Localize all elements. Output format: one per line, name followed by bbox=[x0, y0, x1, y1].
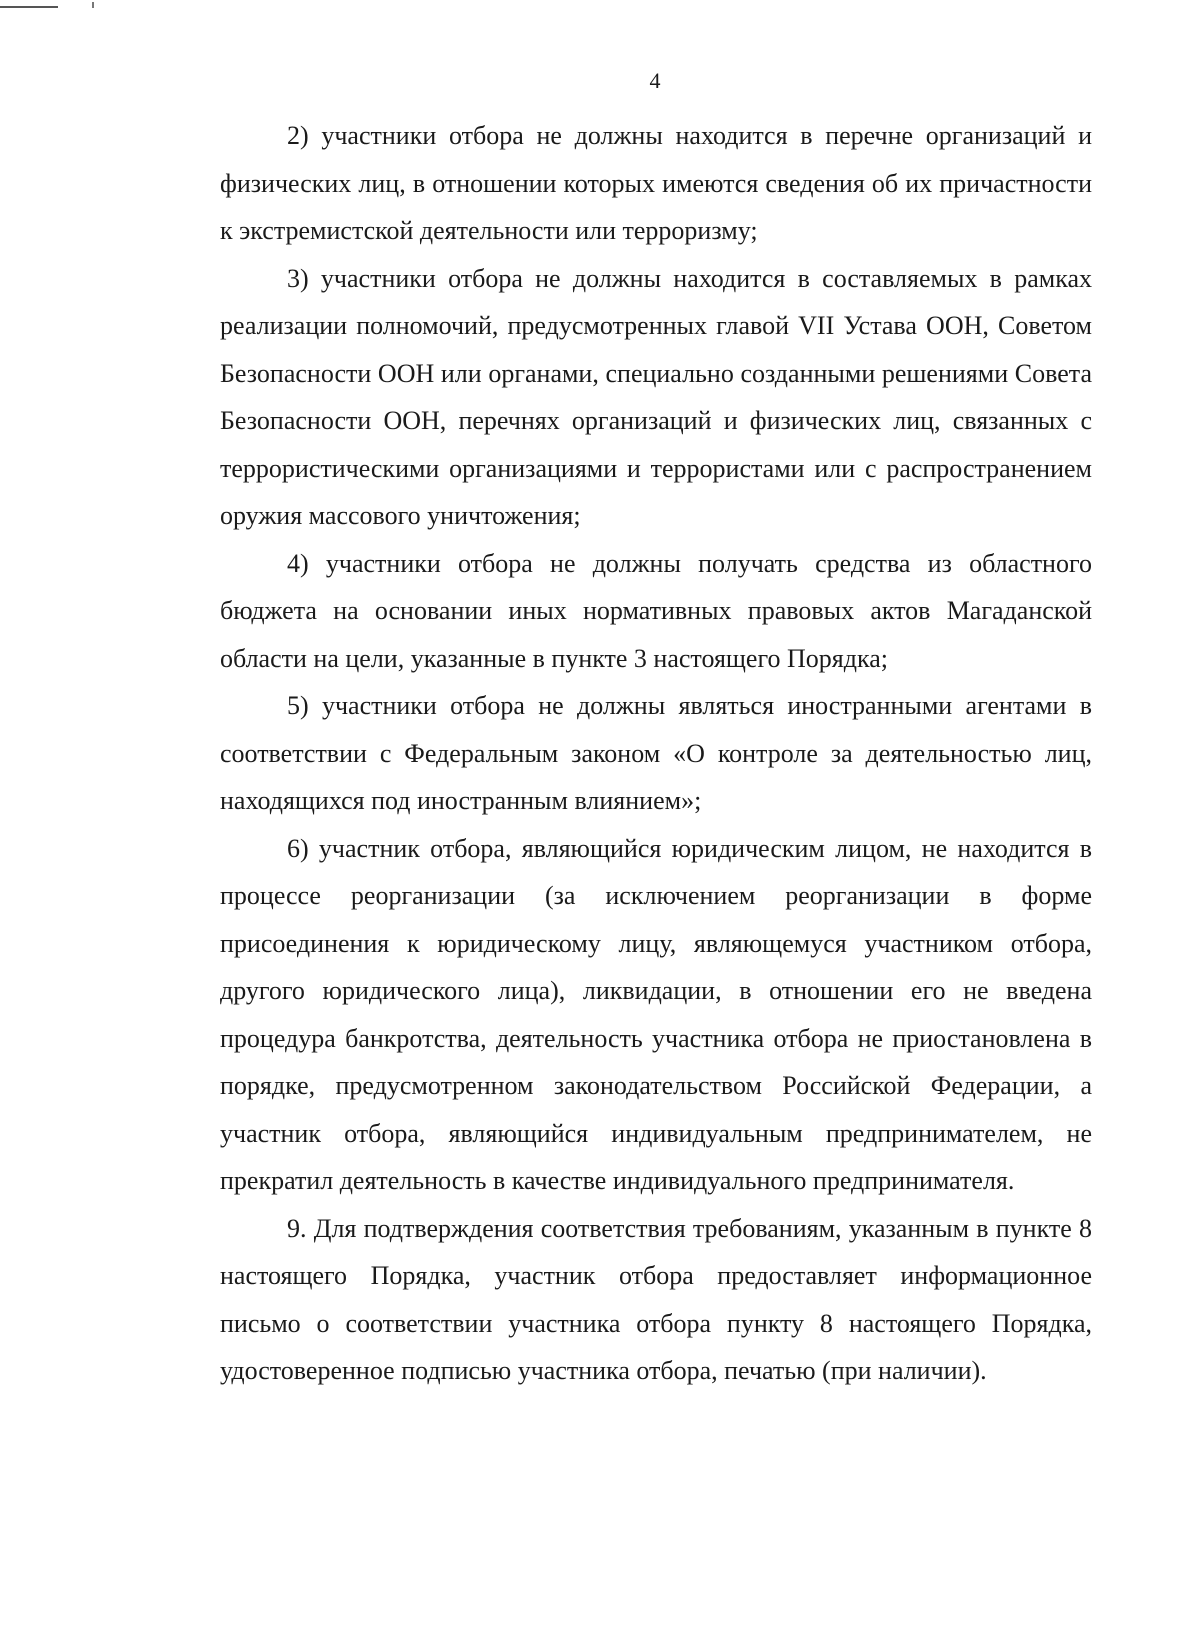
document-body bbox=[220, 112, 1092, 1395]
paragraph-item-6: 6) участник отбора, являющийся юридическим лицом, не находится в процессе реорганизации (за исключением реорганизации в форме присоединения к юридическому лицу, являющемуся участником отбора, другого юридического лица), ликвидации, в отношении его не введена процедура банкротства, деятельность участника отбора не приостановлена в порядке, предусмотренном законодательством Российской Федерации, а участник отбора, являющийся индивидуальным предпринимателем, не прекратил деятельность в качестве индивидуального предпринимателя. bbox=[220, 833, 1092, 1195]
paragraph-clause-9: 9. Для подтверждения соответствия требованиям, указанным в пункте 8 настоящего Порядка, участник отбора предоставляет информационное письмо о соответствии участника отбора пункту 8 настоящего Порядка, удостоверенное подписью участника отбора, печатью (при наличии). bbox=[220, 1213, 1092, 1385]
scan-artifact-dot bbox=[92, 2, 94, 8]
page-number: 4 bbox=[649, 68, 661, 93]
paragraph-item-5: 5) участники отбора не должны являться иностранными агентами в соответствии с Федеральным законом «О контроле за деятельностью лиц, находящихся под иностранным влиянием»; bbox=[220, 691, 1092, 815]
paragraph-item-4: 4) участники отбора не должны получать средства из областного бюджета на основании иных нормативных правовых актов Магаданской области на цели, указанные в пункте 3 настоящего Порядка; bbox=[220, 548, 1092, 673]
paragraph-item-2: 2) участники отбора не должны находится в перечне организаций и физических лиц, в отношении которых имеются сведения об их причастности к экстремистской деятельности или терроризму; bbox=[220, 121, 1092, 245]
scan-artifact-line bbox=[0, 6, 58, 8]
paragraph-item-3: 3) участники отбора не должны находится в составляемых в рамках реализации полномочий, предусмотренных главой VII Устава ООН, Советом Безопасности ООН или органами, специально созданными решениями Совета Безопасности ООН, перечнях организаций и физических лиц, связанных с террористическими организациями и террористами или с распространением оружия массового уничтожения; bbox=[220, 263, 1092, 530]
